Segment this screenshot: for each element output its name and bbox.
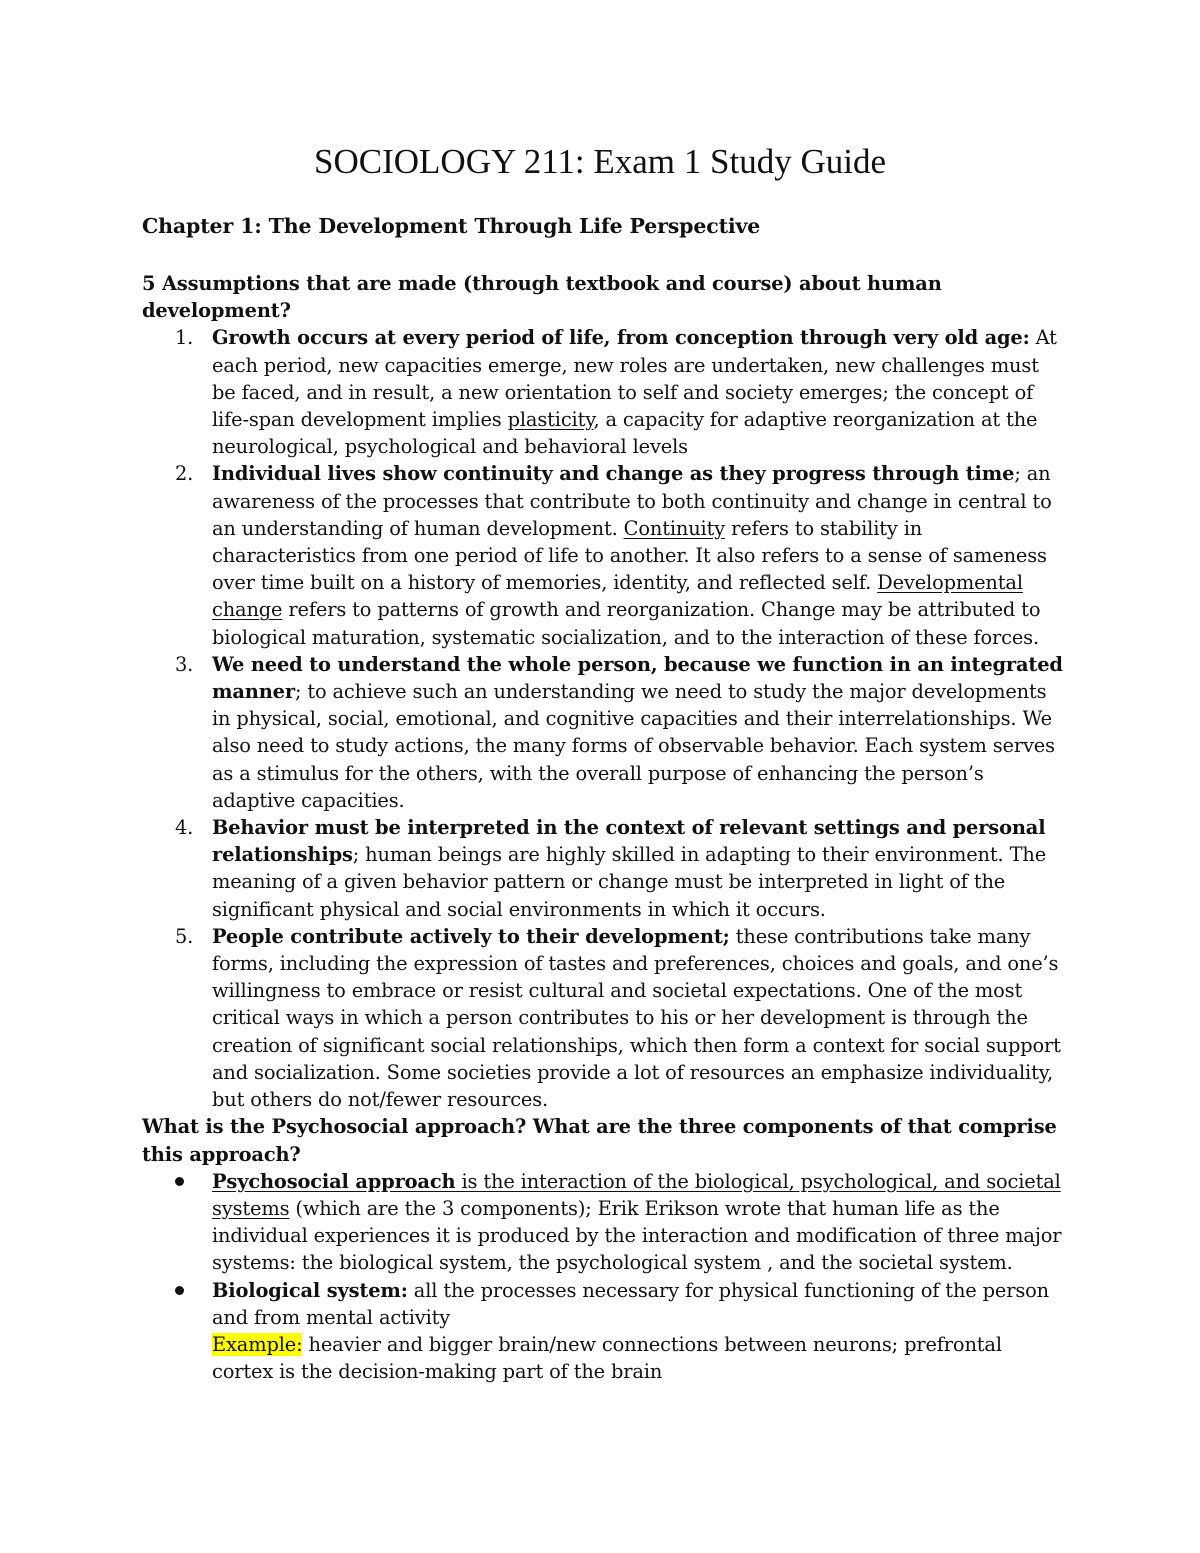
bullet-icon [175,1177,184,1186]
bullet-text: (which are the 3 components); Erik Erikson wrote that human life as the individual experiences it is produced by the interaction and modification of three major systems: the biological system, the psychological system , and the societal system. [212,1196,1062,1275]
bullet-heading: Biological system: [212,1278,408,1302]
example-label: Example: [212,1332,303,1356]
assumption-heading: Behavior must be interpreted in the context of relevant settings and personal relationships [212,816,1046,867]
list-number: 3. [175,652,194,676]
example-text: heavier and bigger brain/new connections between neurons; prefrontal cortex is the decision-making part of the brain [212,1332,1002,1384]
document-body [142,212,1067,1385]
term-developmental-change: Developmental change [212,571,1023,622]
list-item [142,814,1067,923]
assumption-text: these contributions take many forms, including the expression of tastes and preferences, choices and goals, and one’s willingness to embrace or resist cultural and societal expectations. One of the most critical ways in which a person contributes to his or her development is through the creation of significant social relationships, which then form a context for social support and socialization. Some societies provide a lot of resources an emphasize individuality, but others do not/fewer resources. [212,924,1061,1112]
term-continuity: Continuity [623,516,726,540]
assumption-heading: Growth occurs at every period of life, from conception through very old age: [212,326,1030,350]
document-title: SOCIOLOGY 211: Exam 1 Study Guide [314,142,886,181]
question-psychosocial: What is the Psychosocial approach? What are the three components of that comprise this approach? [142,1115,1057,1166]
list-number: 1. [175,326,194,350]
term-plasticity: plasticity [507,408,594,432]
assumption-text: ; human beings are highly skilled in adapting to their environment. The meaning of a given behavior pattern or change must be interpreted in light of the significant physical and social environments in which it occurs. [212,843,1047,921]
list-number: 5. [175,924,194,948]
psychosocial-list [142,1168,1067,1386]
list-item [142,1277,1067,1386]
assumption-text: At each period, new capacities emerge, new roles are undertaken, new challenges must be faced, and in result, a new orientation to self and society emerges; the concept of life-span development implies [212,326,1057,432]
bullet-heading: Psychosocial approach [212,1169,456,1193]
assumption-text: refers to stability in characteristics from one period of life to another. It also refers to a sense of sameness over time built on a history of memories, identity, and reflected self. [212,516,1047,595]
list-number: 2. [175,462,194,486]
assumption-text: , a capacity for adaptive reorganization at the neurological, psychological and behavioral levels [212,408,1038,459]
bullet-text: all the processes necessary for physical functioning of the person and from mental activity [212,1278,1049,1329]
list-item [142,651,1067,814]
question-assumptions: 5 Assumptions that are made (through textbook and course) about human development? [142,272,942,323]
list-number: 4. [175,816,194,840]
list-item [142,324,1067,460]
assumption-text: ; an awareness of the processes that contribute to both continuity and change in central to an understanding of human development. [212,462,1052,540]
assumption-heading: Individual lives show continuity and change as they progress through time [212,462,1015,486]
assumption-heading: We need to understand the whole person, because we function in an integrated manner [212,652,1063,704]
assumption-heading: People contribute actively to their development; [212,924,730,948]
assumption-text: refers to patterns of growth and reorganization. Change may be attributed to biological maturation, systematic socialization, and to the interaction of these forces. [212,598,1041,649]
bullet-icon [175,1286,184,1295]
list-item [142,923,1067,1113]
chapter-heading: Chapter 1: The Development Through Life Perspective [142,214,761,238]
assumptions-list [142,324,1067,1113]
definition-text: is the interaction of the biological, psychological, and societal systems [212,1169,1061,1220]
assumption-text: ; to achieve such an understanding we need to study the major developments in physical, social, emotional, and cognitive capacities and their interrelationships. We also need to study actions, the many forms of observable behavior. Each system serves as a stimulus for the others, with the overall purpose of enhancing the person’s adaptive capacities. [212,680,1055,812]
list-item [142,460,1067,650]
list-item [142,1168,1067,1277]
